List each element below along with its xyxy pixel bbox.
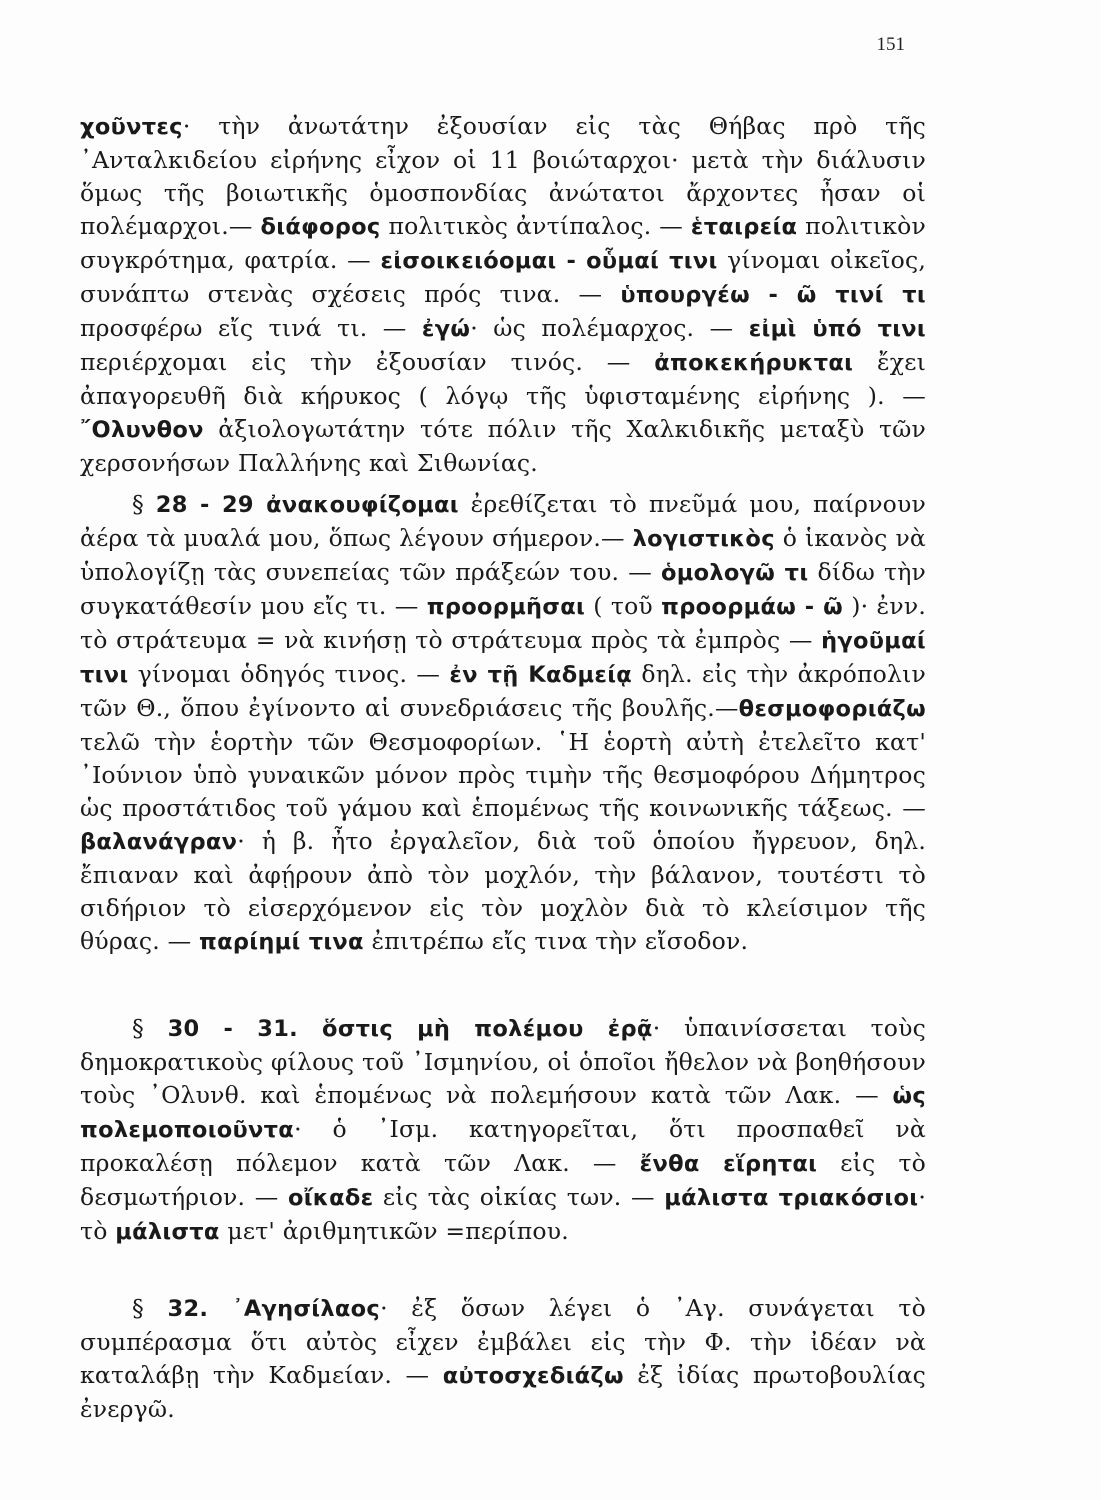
headword: ἐν τῇ Καδμείᾳ <box>449 662 633 688</box>
headword: αὐτοσχεδιάζω <box>442 1363 624 1389</box>
headword: ὁμολογῶ τι <box>660 560 809 586</box>
headword: ἐγώ <box>421 316 471 342</box>
gloss-text: εἰς τὸ δεσμωτήριον. — <box>80 1149 926 1211</box>
gloss-text: · ἐξ ὅσων λέγει ὁ ᾿Αγ. συνάγεται τὸ συμπέρασμα ὅτι αὐτὸς εἶχεν ἐμβάλει εἰς τὴν Φ. τὴν ἰδέαν νὰ καταλάβῃ τὴν Καδμείαν. — <box>80 1294 926 1389</box>
headword: θεσμοφοριάζω <box>738 696 926 722</box>
headword: βαλανάγραν <box>80 829 238 855</box>
gloss-text: γίνομαι οἰκεῖος, συνάπτω στενὰς σχέσεις πρός τινα. — <box>80 246 926 308</box>
headword: χοῦντες <box>80 114 183 140</box>
headword: ἔνθα εἵρηται <box>639 1151 818 1177</box>
headword: εἰσοικειόομαι - οὗμαί τινι <box>380 248 718 274</box>
headword: 32. ᾿Αγησίλαος <box>167 1296 381 1322</box>
gloss-text: ἐπιτρέπω εἴς τινα τὴν εἴσοδον. <box>363 927 749 955</box>
headword: ὑπουργέω - ῶ τινί τι <box>620 282 926 308</box>
page-number: 151 <box>876 34 905 55</box>
headword: παρίημί τινα <box>199 929 364 955</box>
gloss-text: ( τοῦ <box>585 592 662 620</box>
gloss-text: δίδω τὴν συγκατάθεσίν μου εἴς τι. — <box>80 558 927 620</box>
gloss-text: · ὡς πολέμαρχος. — <box>470 314 749 342</box>
gloss-text: · τὴν ἀνωτάτην ἐξουσίαν εἰς τὰς Θήβας πρὸ τῆς ᾿Ανταλκιδείου εἰρήνης εἶχον οἱ 11 βοιώταρχοι· μετὰ τὴν διάλυσιν ὅμως τῆς βοιωτικῆς ὁμοσπονδίας ἀνώτατοι ἄρχοντες ἦσαν οἱ πολέμαρχοι.— <box>80 112 926 240</box>
gloss-text: · ὑπαινίσσεται τοὺς δημοκρατικοὺς φίλους τοῦ ᾿Ισμηνίου, οἱ ὁποῖοι ἤθελον νὰ βοηθήσουν τοὺς ᾿Ολυνθ. καὶ ἑπομένως νὰ πολεμήσουν κατὰ τῶν Λακ. — <box>80 1014 927 1109</box>
headword: 28 - 29 ἀνακουφίζομαι <box>155 492 459 518</box>
gloss-text: § <box>132 1014 168 1042</box>
headword: ὡς πολεμοποιοῦντα <box>80 1083 926 1143</box>
gloss-text: περιέρχομαι εἰς τὴν ἐξουσίαν τινός. — <box>80 348 655 376</box>
headword: μάλιστα τριακόσιοι <box>664 1185 919 1211</box>
gloss-text: · τὸ <box>80 1183 926 1245</box>
gloss-text: προσφέρω εἴς τινά τι. — <box>80 314 422 342</box>
gloss-text: εἰς τὰς οἰκίας των. — <box>373 1183 665 1211</box>
headword: ῎Ολυνθον <box>80 417 204 443</box>
gloss-text: § <box>132 1294 168 1322</box>
gloss-text: ἐξ ἰδίας πρωτοβουλίας ἐνεργῶ. <box>80 1361 927 1423</box>
gloss-text: · ἡ β. ἦτο ἐργαλεῖον, διὰ τοῦ ὁποίου ἤγρευον, δηλ. ἔπιαναν καὶ ἀφῄρουν ἀπὸ τὸν μοχλόν, τὴν βάλανον, τουτέστι τὸ σιδήριον τὸ εἰσερχόμενον εἰς τὸν μοχλὸν διὰ τὸ κλείσιμον τῆς θύρας. — <box>80 827 926 955</box>
gloss-text: ἔχει ἀπαγορευθῆ διὰ κήρυκος ( λόγῳ τῆς ὑφισταμένης εἰρήνης ). — <box>80 348 926 410</box>
paragraph-section-28-29 <box>80 488 926 959</box>
paragraph-continuation <box>80 110 926 480</box>
paragraph-section-32 <box>80 1292 926 1426</box>
headword: λογιστικὸς <box>632 526 775 552</box>
gloss-text: πολιτικὸς ἀντίπαλος. — <box>380 212 691 240</box>
gloss-text: δηλ. εἰς τὴν ἀκρόπολιν τῶν Θ., ὅπου ἐγίνοντο αἱ συνεδριάσεις τῆς βουλῆς.— <box>80 660 926 722</box>
gloss-text: μετ' ἀριθμητικῶν =περίπου. <box>219 1217 569 1245</box>
headword: οἴκαδε <box>287 1185 374 1211</box>
headword: ἑταιρεία <box>690 214 798 240</box>
paragraph-section-30-31 <box>80 1012 926 1249</box>
headword: ἀποκεκήρυκται <box>654 350 854 376</box>
headword: διάφορος <box>260 214 381 240</box>
gloss-text: πολιτικὸν συγκρότημα, φατρία. — <box>80 212 927 274</box>
headword: εἰμὶ ὑπό τινι <box>748 316 926 342</box>
gloss-text: ἐρεθίζεται τὸ πνεῦμά μου, παίρνουν ἀέρα τὰ μυαλά μου, ὅπως λέγουν σήμερον.— <box>80 490 926 552</box>
headword: μάλιστα <box>115 1219 220 1245</box>
gloss-text: · ὁ ᾿Ισμ. κατηγορεῖται, ὅτι προσπαθεῖ νὰ προκαλέσῃ πόλεμον κατὰ τῶν Λακ. — <box>80 1115 926 1177</box>
headword: 30 - 31. ὅστις μὴ πολέμου ἐρᾷ <box>167 1016 653 1042</box>
gloss-text: γίνομαι ὁδηγός τινος. — <box>128 660 450 688</box>
headword: προορμῆσαι <box>426 594 586 620</box>
gloss-text: § <box>132 490 156 518</box>
headword: προορμάω - ῶ <box>661 594 843 620</box>
gloss-text: )· ἐνν. τὸ στράτευμα = νὰ κινήσῃ τὸ στράτευμα πρὸς τὰ ἐμπρὸς — <box>80 592 926 654</box>
headword: ἡγοῦμαί τινι <box>80 628 926 688</box>
gloss-text: ἀξιολογωτάτην τότε πόλιν τῆς Χαλκιδικῆς μεταξὺ τῶν χερσονήσων Παλλήνης καὶ Σιθωνίας. <box>80 415 926 477</box>
gloss-text: ὁ ἱκανὸς νὰ ὑπολογίζῃ τὰς συνεπείας τῶν πράξεών του. — <box>80 524 926 586</box>
gloss-text: τελῶ τὴν ἑορτὴν τῶν Θεσμοφορίων. ῾Η ἑορτὴ αὐτὴ ἐτελεῖτο κατ' ᾿Ιούνιον ὑπὸ γυναικῶν μόνον πρὸς τιμὴν τῆς θεσμοφόρου Δήμητρος ὡς προστάτιδος τοῦ γάμου καὶ ἑπομένως τῆς κοινωνικῆς τάξεως. — <box>80 728 926 822</box>
